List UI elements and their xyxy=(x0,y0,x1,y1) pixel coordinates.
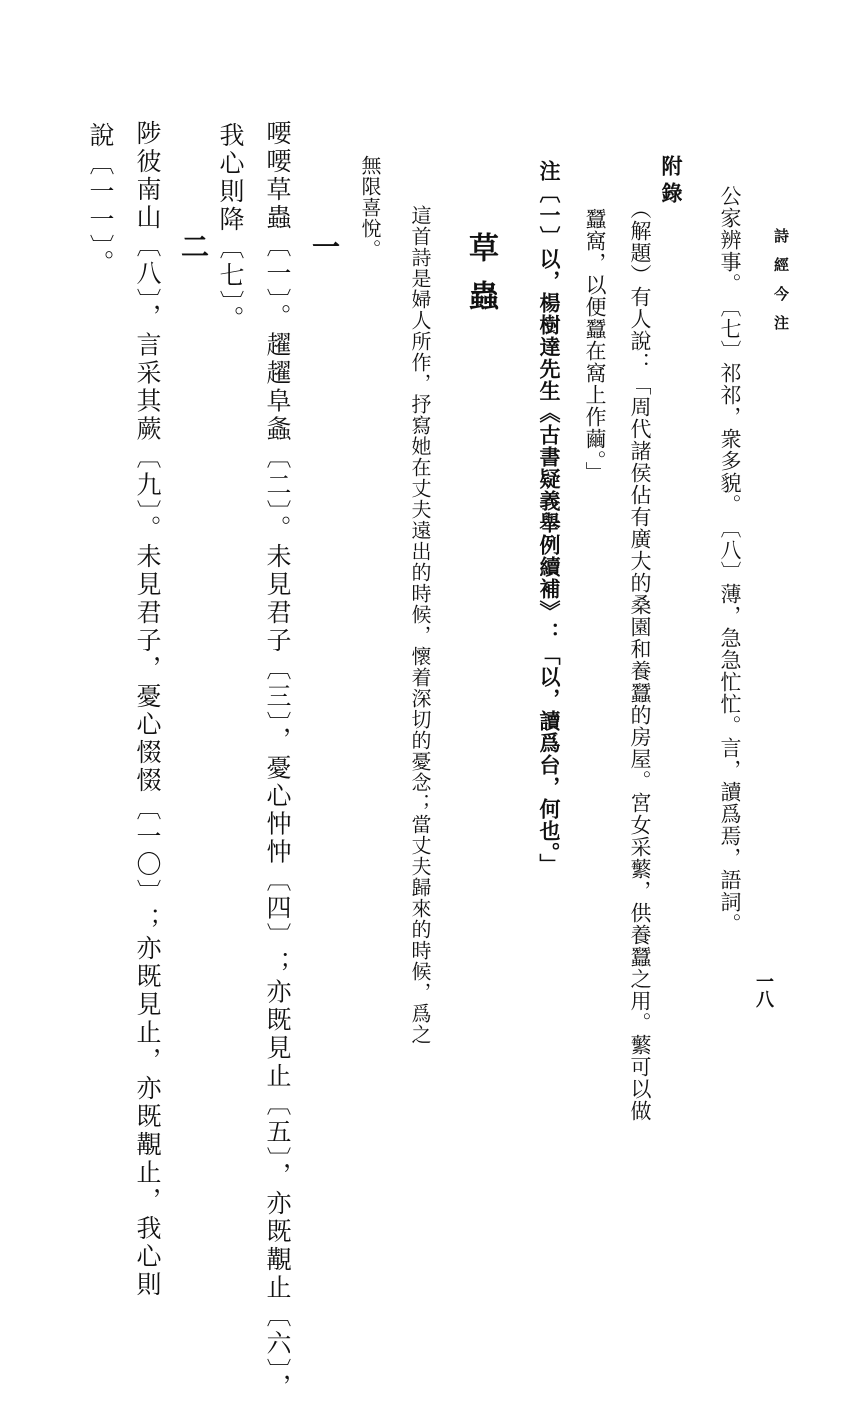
appendix-explanation-line-2: 蠶窩，以便蠶在窩上作繭。」 xyxy=(583,208,607,484)
stanza-2-line-2: 說〔一一〕。 xyxy=(86,122,115,278)
page-number: 一八 xyxy=(753,972,774,1008)
poem-intro-line-2: 無限喜悅。 xyxy=(358,155,382,260)
appendix-label: 附錄 xyxy=(659,155,684,209)
stanza-2-line-1: 陟彼南山〔八〕，言采其蕨〔九〕。未見君子，憂心惙惙〔一〇〕；亦既見止，亦既覯止，我心則 xyxy=(133,120,162,1299)
stanza-number-1: 一 xyxy=(308,232,341,260)
appendix-explanation-line-1: （解題）有人說：「周代諸侯佔有廣大的桑園和養蠶的房屋。宮女采蘩，供養蠶之用。蘩可以做 xyxy=(628,198,652,1122)
appendix-note-line: 注〔一〕以，楊樹達先生《古書疑義舉例續補》：「以，讀爲台，何也。」 xyxy=(537,160,562,876)
poem-title: 草蟲 xyxy=(463,232,498,328)
stanza-1-line-2: 我心則降〔七〕。 xyxy=(216,122,245,334)
poem-intro-line-1: 這首詩是婦人所作，抒寫她在丈夫遠出的時候，懷着深切的憂念；當丈夫歸來的時候，爲之 xyxy=(408,205,432,1045)
previous-notes-line: 公家辨事。 〔七〕祁祁，衆多貌。 〔八〕薄，急急忙忙。言，讀爲焉，語詞。 xyxy=(718,185,742,935)
stanza-1-line-1: 喓喓草蟲〔一〕。趯趯阜螽〔二〕。未見君子〔三〕，憂心忡忡〔四〕；亦既見止〔五〕，亦既覯止〔六〕， xyxy=(263,120,292,1402)
running-title: 詩經今注 xyxy=(772,228,790,344)
stanza-number-2: 二 xyxy=(177,232,210,260)
